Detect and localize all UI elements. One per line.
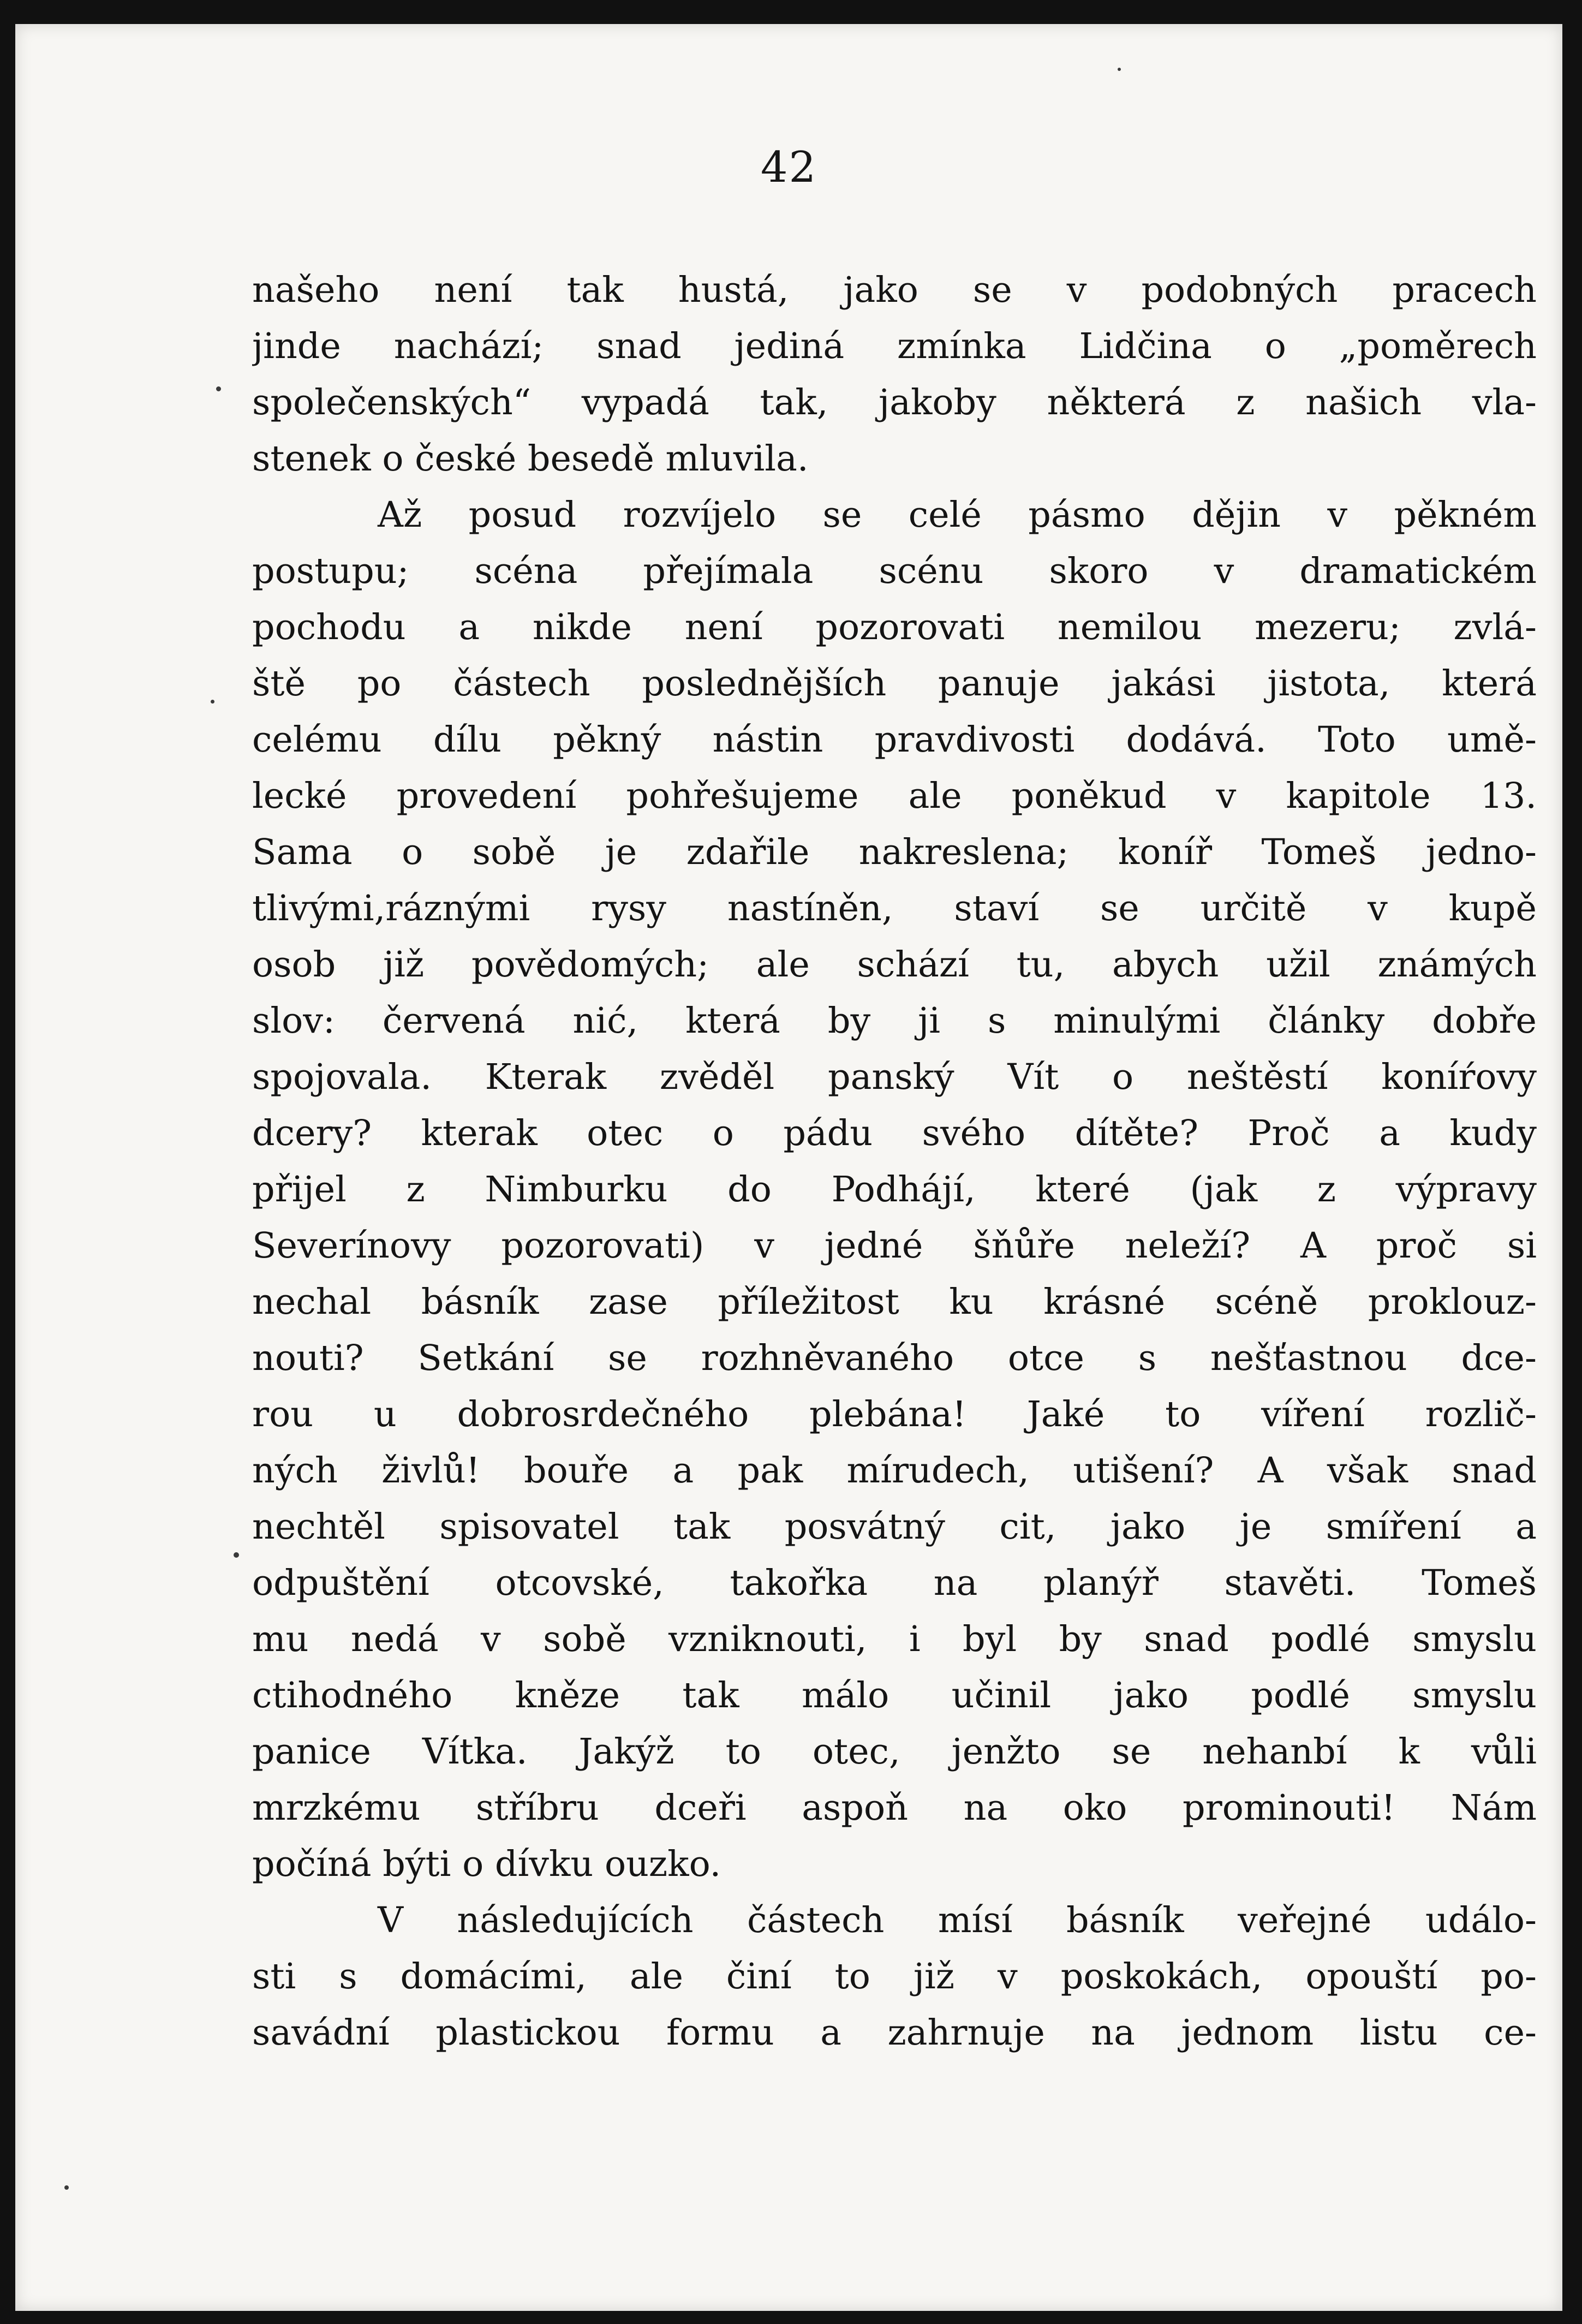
text-line: dcery? kterak otec o pádu svého dítěte? Proč a kudy [252, 1113, 1537, 1154]
text-line: Až posud rozvíjelo se celé pásmo dějin v pěkném [378, 494, 1537, 535]
text-line: nechtěl spisovatel tak posvátný cit, jako je smíření a [252, 1506, 1537, 1547]
text-line: panice Vítka. Jakýž to otec, jenžto se nehanbí k vůli [252, 1731, 1537, 1772]
text-line: tlivými,ráznými rysy nastíněn, staví se určitě v kupě [252, 888, 1537, 929]
text-line: odpuštění otcovské, takořka na planýř stavěti. Tomeš [252, 1563, 1537, 1604]
text-line: počíná býti o dívku ouzko. [252, 1844, 721, 1885]
text-line: savádní plastickou formu a zahrnuje na jednom listu ce- [252, 2012, 1537, 2053]
text-line: stenek o české besedě mluvila. [252, 438, 809, 479]
book-page [15, 24, 1562, 2311]
ink-speck [234, 1552, 239, 1558]
text-line: rou u dobrosrdečného plebána! Jaké to víření rozlič- [252, 1394, 1537, 1435]
page-number: 42 [760, 143, 817, 192]
text-line: pochodu a nikde není pozorovati nemilou mezeru; zvlá- [252, 607, 1537, 648]
ink-speck [1118, 68, 1121, 71]
text-line: celému dílu pěkný nástin pravdivosti dodává. Toto umě- [252, 719, 1537, 760]
text-line: postupu; scéna přejímala scénu skoro v dramatickém [252, 551, 1537, 592]
text-line: Severínovy pozorovati) v jedné šňůře neleží? A proč si [252, 1225, 1537, 1266]
text-line: společenských“ vypadá tak, jakoby některá z našich vla- [252, 382, 1537, 423]
text-line: ctihodného kněze tak málo učinil jako podlé smyslu [252, 1675, 1537, 1716]
ink-speck [216, 386, 221, 391]
text-line: spojovala. Kterak zvěděl panský Vít o neštěstí koníŕovy [252, 1057, 1537, 1098]
text-line: sti s domácími, ale činí to již v poskokách, opouští po- [252, 1956, 1537, 1997]
text-line: našeho není tak hustá, jako se v podobných pracech [252, 270, 1537, 311]
text-line: nechal básník zase příležitost ku krásné scéně proklouz- [252, 1282, 1537, 1322]
text-line: ných živlů! bouře a pak mírudech, utišení? A však snad [252, 1450, 1537, 1491]
ink-speck [64, 2185, 69, 2190]
text-line: mrzkému stříbru dceři aspoň na oko prominouti! Nám [252, 1787, 1537, 1828]
text-line: jinde nachází; snad jediná zmínka Lidčina o „poměrech [252, 326, 1537, 367]
text-line: osob již povědomých; ale schází tu, abych užil známých [252, 944, 1537, 985]
text-line: V následujících částech mísí básník veřejné událo- [378, 1900, 1537, 1941]
text-line: přijel z Nimburku do Podhájí, které (jak z výpravy [252, 1169, 1537, 1210]
text-line: mu nedá v sobě vzniknouti, i byl by snad podlé smyslu [252, 1619, 1537, 1660]
text-line: slov: červená nić, která by ji s minulými články dobře [252, 1000, 1537, 1041]
text-line: lecké provedení pohřešujeme ale poněkud v kapitole 13. [252, 776, 1537, 817]
text-line: nouti? Setkání se rozhněvaného otce s nešťastnou dce- [252, 1338, 1537, 1379]
text-line: Sama o sobě je zdařile nakreslena; koníř Tomeš jedno- [252, 832, 1537, 873]
body-text [252, 262, 1537, 2061]
ink-speck [211, 700, 214, 704]
text-line: ště po částech poslednějších panuje jakási jistota, která [252, 663, 1537, 704]
